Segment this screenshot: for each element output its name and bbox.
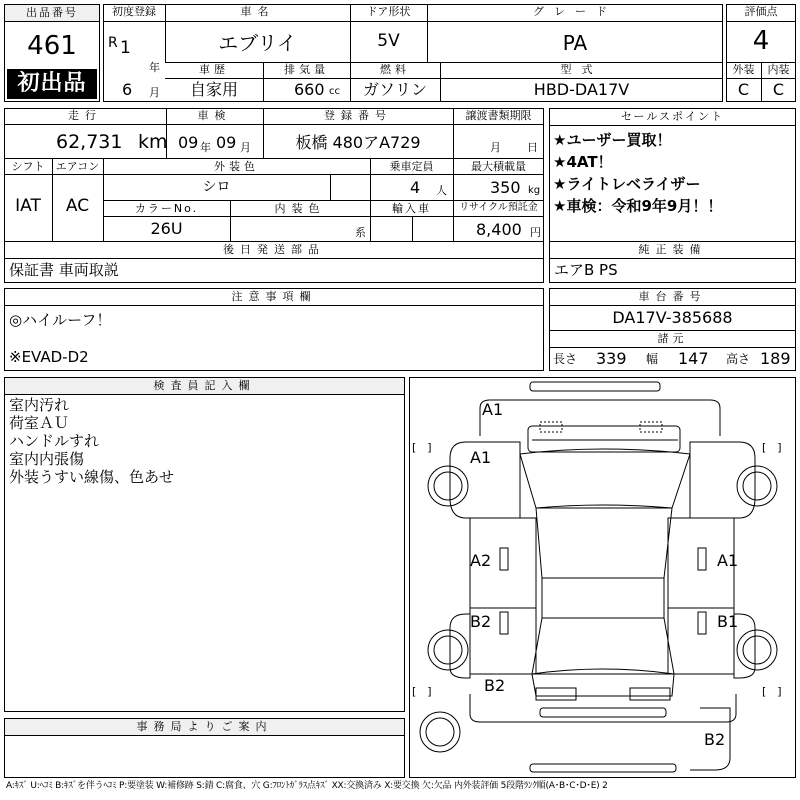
- lot-number: 461: [27, 31, 77, 61]
- inspection-label: 車検: [197, 109, 232, 122]
- door-label: ドア形状: [366, 5, 411, 18]
- first-reg-month: 6: [122, 80, 133, 99]
- genuine-value: エアB PS: [554, 261, 618, 279]
- inspection-month-unit: 月: [240, 141, 251, 154]
- sales-point-1: ★ユーザー買取！: [553, 131, 672, 149]
- bracket-front-left: [ ]: [412, 441, 432, 454]
- first-reg-era: R: [108, 35, 118, 51]
- detail-grid: [4, 108, 544, 242]
- model-label: 型式: [560, 63, 603, 76]
- inspector-line-2: 荷室ＡＵ: [9, 414, 70, 432]
- transfer-month-unit: 月: [490, 141, 501, 154]
- ext-grade-label: 外装: [732, 63, 755, 76]
- chassis-box: [549, 288, 796, 371]
- inspector-box: [4, 377, 405, 712]
- dims-height-value: 189: [760, 349, 791, 368]
- fuel-value: ガソリン: [362, 80, 427, 99]
- first-listing-badge: 初出品: [7, 69, 97, 99]
- dims-label: 諸元: [657, 332, 688, 345]
- aircon-value: AC: [65, 196, 90, 216]
- recycle-value: 8,400: [476, 220, 522, 239]
- int-color-label: 内装色: [274, 202, 326, 215]
- grade-value: PA: [562, 31, 588, 55]
- import-label: 輸入車: [392, 202, 431, 215]
- plate-value: 板橋 480アA729: [295, 133, 421, 152]
- dims-width-label: 幅: [646, 352, 659, 366]
- later-parts-box: [4, 241, 544, 283]
- car-outline-diagram: [410, 378, 795, 777]
- notes-line-2: ※EVAD-D2: [9, 348, 89, 366]
- inspection-year-unit: 年: [200, 141, 211, 154]
- damage-mark-right-side: A1: [717, 551, 739, 570]
- inspector-line-5: 外装うすい線傷、色あせ: [9, 468, 175, 486]
- office-box: [4, 718, 405, 778]
- lot-box: [4, 4, 100, 102]
- damage-mark-front-left: A1: [470, 448, 492, 467]
- first-reg-label: 初度登録: [112, 5, 156, 18]
- damage-mark-rear-bumper: B2: [704, 730, 726, 749]
- max-load-value: 350: [490, 178, 521, 197]
- damage-mark-right-rear: B1: [717, 612, 739, 631]
- displacement-label: 排気量: [284, 63, 329, 76]
- sales-points-label: セールスポイント: [550, 109, 795, 126]
- capacity-label: 乗車定員: [389, 160, 434, 173]
- mileage-unit: km: [138, 131, 168, 153]
- office-label: 事務局よりご案内: [5, 719, 404, 736]
- inspector-line-1: 室内汚れ: [9, 396, 70, 414]
- ext-grade-value: C: [737, 80, 750, 99]
- ext-color-label: 外装色: [214, 160, 259, 173]
- grade-label: グレード: [533, 5, 617, 18]
- lot-label: 出品番号: [5, 5, 99, 22]
- first-reg-month-unit: 月: [149, 86, 160, 99]
- first-reg-year-unit: 年: [149, 61, 160, 74]
- dims-height-label: 高さ: [726, 352, 751, 366]
- color-no-value: 26U: [150, 219, 183, 238]
- shift-value: IAT: [15, 196, 41, 216]
- max-load-unit: kg: [528, 185, 541, 196]
- int-grade-label: 内装: [767, 63, 790, 76]
- inspection-year: 09: [178, 133, 199, 152]
- damage-mark-left-side: A2: [470, 551, 492, 570]
- notes-box: [4, 288, 544, 371]
- plate-label: 登録番号: [324, 109, 392, 122]
- recycle-label: リサイクル預託金: [459, 202, 538, 213]
- chassis-value: DA17V-385688: [612, 308, 733, 327]
- dims-length-label: 長さ: [553, 352, 578, 366]
- inspection-month: 09: [216, 133, 237, 152]
- sales-point-2: ★4AT！: [553, 153, 613, 171]
- bracket-rear-right: [ ]: [762, 685, 782, 698]
- score-label: 評価点: [744, 5, 778, 18]
- capacity-unit: 人: [436, 184, 447, 197]
- mileage-value: 62,731: [56, 131, 123, 153]
- sales-point-4: ★車検：令和9年9月！！: [553, 197, 723, 215]
- int-grade-value: C: [772, 80, 785, 99]
- damage-mark-front-bumper: A1: [482, 400, 504, 419]
- inspector-label: 検査員記入欄: [5, 378, 404, 395]
- dims-length-value: 339: [596, 349, 627, 368]
- first-reg-year: 1: [120, 38, 131, 58]
- displacement-unit: cc: [329, 86, 340, 97]
- notes-label: 注意事項欄: [5, 289, 543, 306]
- ext-color-value: シロ: [202, 179, 231, 195]
- aircon-label: エアコン: [55, 160, 100, 173]
- max-load-label: 最大積載量: [471, 160, 526, 173]
- score-value: 4: [752, 26, 770, 56]
- later-parts-value: 保証書 車両取説: [9, 261, 119, 279]
- inspector-line-3: ハンドルすれ: [9, 432, 100, 450]
- capacity-value: 4: [410, 178, 421, 197]
- genuine-box: [549, 241, 796, 283]
- recycle-unit: 円: [530, 226, 541, 239]
- history-value: 自家用: [189, 80, 238, 99]
- chassis-label: 車台番号: [550, 289, 795, 306]
- transfer-label: 譲渡書類期限: [465, 109, 532, 122]
- door-value: 5V: [377, 31, 400, 51]
- color-no-label: カラーNo.: [134, 202, 199, 215]
- later-parts-label: 後日発送部品: [5, 242, 543, 259]
- legend: A:ｷｽﾞ U:ﾍｺﾐ B:ｷｽﾞを伴うﾍｺﾐ P:要塗装 W:補修跡 S:錆 C:腐食、穴 G:ﾌﾛﾝﾄｶﾞﾗｽ点ｷｽﾞ XX:交換済み X:要交換 欠:欠品 内外装評価 5段階ﾗﾝｸ順(A･B･C･D･E) 2: [6, 781, 608, 791]
- notes-line-1: ◎ハイルーフ！: [9, 311, 112, 329]
- model-value: HBD-DA17V: [533, 80, 630, 99]
- car-name-value: エブリイ: [218, 31, 297, 55]
- displacement-value: 660: [294, 80, 325, 99]
- dims-width-value: 147: [678, 349, 709, 368]
- sales-points-box: [549, 108, 796, 242]
- int-color-unit: 系: [355, 226, 366, 239]
- transfer-day-unit: 日: [527, 141, 538, 154]
- genuine-label: 純正装備: [550, 242, 795, 259]
- car-name-label: 車名: [240, 5, 275, 18]
- damage-diagram: [409, 377, 796, 778]
- sales-point-3: ★ライトレベライザー: [553, 175, 701, 193]
- damage-mark-left-rear: B2: [470, 612, 492, 631]
- history-label: 車歴: [199, 63, 229, 76]
- bracket-front-right: [ ]: [762, 441, 782, 454]
- mileage-label: 走行: [68, 109, 102, 122]
- damage-mark-rear-left: B2: [484, 676, 506, 695]
- fuel-label: 燃料: [380, 63, 410, 76]
- bracket-rear-left: [ ]: [412, 685, 432, 698]
- shift-label: シフト: [11, 160, 45, 173]
- inspector-line-4: 室内内張傷: [9, 450, 85, 468]
